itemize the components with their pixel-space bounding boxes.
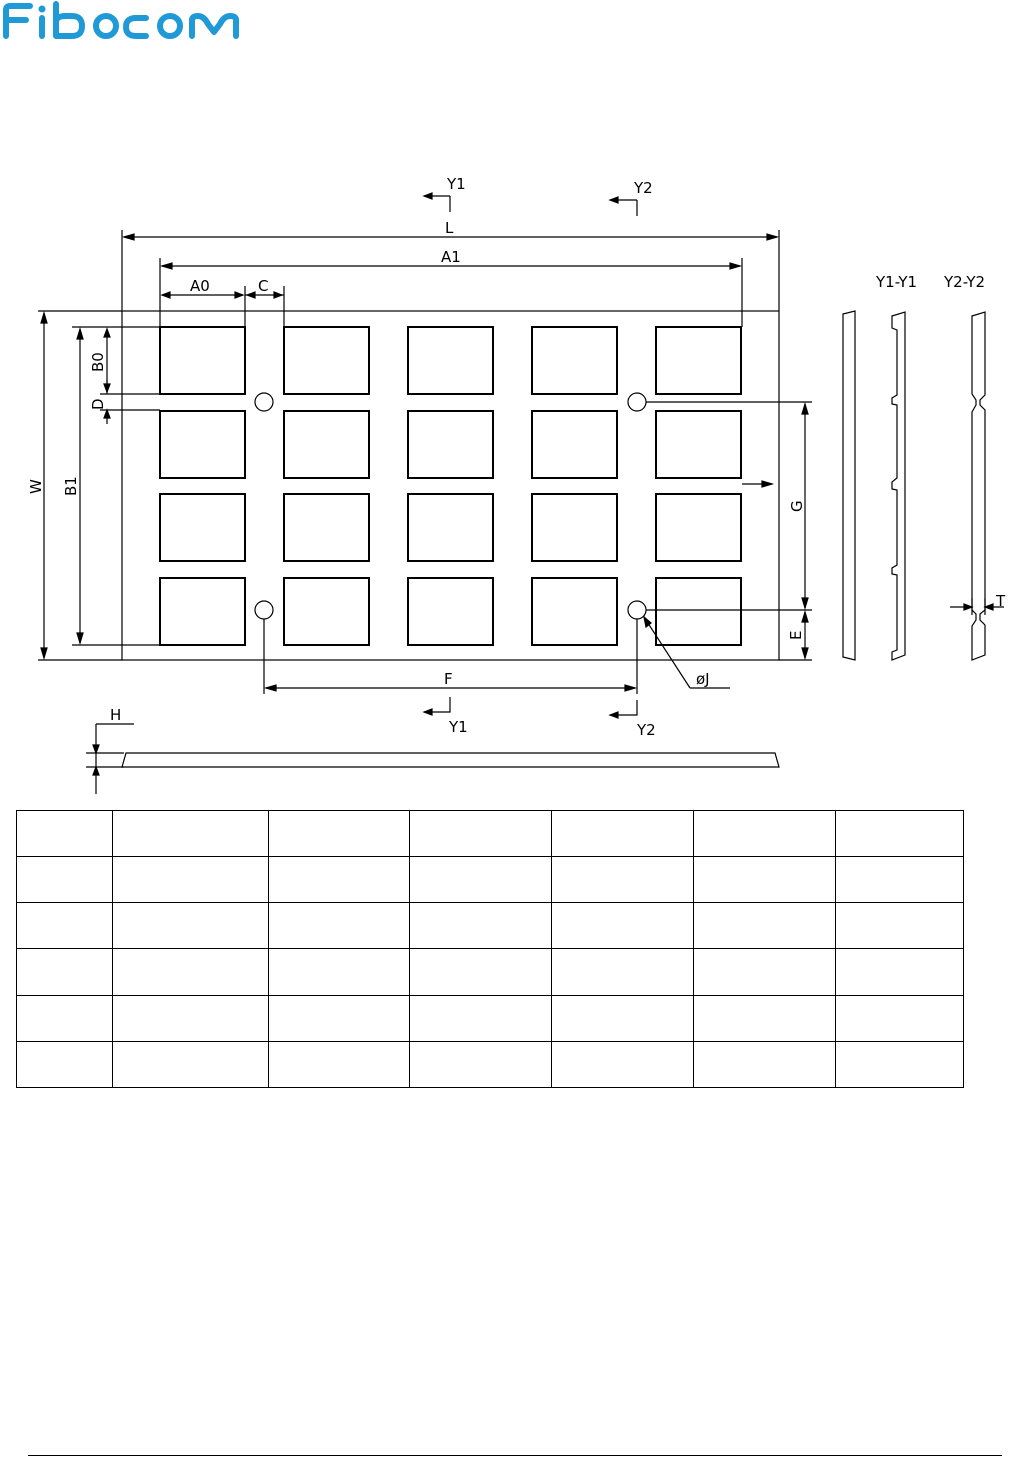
pocket	[656, 411, 741, 478]
pocket	[160, 578, 245, 645]
pocket	[532, 578, 617, 645]
pocket	[532, 327, 617, 394]
label-F: F	[444, 670, 453, 688]
pocket	[284, 327, 369, 394]
table-cell	[552, 811, 694, 857]
table-cell	[17, 1041, 113, 1087]
pocket	[408, 327, 493, 394]
pocket	[408, 494, 493, 561]
pocket	[532, 411, 617, 478]
label-H: H	[110, 706, 122, 724]
label-section-Y1: Y1-Y1	[876, 273, 918, 291]
label-D: D	[89, 398, 107, 410]
label-W: W	[27, 479, 45, 494]
side-profile	[843, 311, 855, 660]
pocket	[160, 327, 245, 394]
pocket-grid	[160, 327, 741, 645]
dimensions-table-body	[17, 811, 964, 1088]
label-L: L	[445, 219, 454, 237]
table-cell	[410, 949, 552, 995]
label-B0: B0	[89, 352, 107, 372]
tray-outline	[122, 311, 779, 660]
table-cell	[694, 903, 836, 949]
table-cell	[17, 995, 113, 1041]
pocket	[656, 494, 741, 561]
label-B1: B1	[62, 476, 80, 496]
table-cell	[836, 1041, 964, 1087]
label-C: C	[258, 277, 269, 295]
table-cell	[694, 811, 836, 857]
table-cell	[113, 857, 269, 903]
table-cell	[269, 811, 410, 857]
fibocom-logo	[0, 0, 270, 42]
table-cell	[269, 1041, 410, 1087]
footer-rule	[28, 1455, 1002, 1456]
table-cell	[113, 1041, 269, 1087]
table-cell	[694, 995, 836, 1041]
pocket	[408, 578, 493, 645]
pocket	[656, 327, 741, 394]
label-A0: A0	[190, 277, 210, 295]
table-row	[17, 1041, 964, 1087]
hole-bottom-left	[255, 601, 273, 619]
table-cell	[113, 949, 269, 995]
table-cell	[269, 903, 410, 949]
label-Y2-top: Y2	[634, 179, 653, 197]
table-row	[17, 949, 964, 995]
table-cell	[552, 949, 694, 995]
pocket	[284, 411, 369, 478]
hole-top-right	[628, 393, 646, 411]
table-cell	[552, 995, 694, 1041]
table-cell	[552, 857, 694, 903]
label-A1: A1	[441, 248, 461, 266]
table-row	[17, 857, 964, 903]
table-cell	[410, 1041, 552, 1087]
section-Y1	[892, 312, 905, 660]
label-J: øJ	[696, 670, 710, 688]
label-T: T	[996, 592, 1006, 610]
table-cell	[17, 903, 113, 949]
table-cell	[694, 949, 836, 995]
table-row	[17, 811, 964, 857]
table-cell	[552, 903, 694, 949]
section-Y2	[972, 312, 985, 660]
hole-top-left	[255, 393, 273, 411]
table-cell	[836, 857, 964, 903]
label-E: E	[787, 630, 805, 640]
table-row	[17, 903, 964, 949]
table-cell	[17, 949, 113, 995]
label-Y1-bottom: Y1	[449, 718, 468, 736]
table-cell	[410, 995, 552, 1041]
table-cell	[17, 811, 113, 857]
table-cell	[410, 857, 552, 903]
pocket	[284, 494, 369, 561]
table-cell	[269, 949, 410, 995]
table-cell	[694, 857, 836, 903]
table-cell	[269, 995, 410, 1041]
table-cell	[836, 903, 964, 949]
table-cell	[836, 995, 964, 1041]
label-G: G	[788, 500, 806, 512]
table-cell	[113, 995, 269, 1041]
pocket	[284, 578, 369, 645]
label-Y2-bottom: Y2	[637, 721, 656, 739]
bottom-profile	[122, 753, 779, 767]
table-cell	[552, 1041, 694, 1087]
table-cell	[17, 857, 113, 903]
table-cell	[410, 811, 552, 857]
table-row	[17, 995, 964, 1041]
pocket	[656, 578, 741, 645]
label-section-Y2: Y2-Y2	[944, 273, 986, 291]
label-Y1-top: Y1	[447, 175, 466, 193]
dimensions-table	[16, 810, 964, 1088]
table-cell	[113, 811, 269, 857]
pocket	[532, 494, 617, 561]
table-cell	[269, 857, 410, 903]
pocket	[408, 411, 493, 478]
pocket	[160, 411, 245, 478]
carrier-tray-drawing	[0, 160, 1010, 800]
table-cell	[836, 949, 964, 995]
table-cell	[836, 811, 964, 857]
table-cell	[410, 903, 552, 949]
table-cell	[113, 903, 269, 949]
table-cell	[694, 1041, 836, 1087]
pocket	[160, 494, 245, 561]
